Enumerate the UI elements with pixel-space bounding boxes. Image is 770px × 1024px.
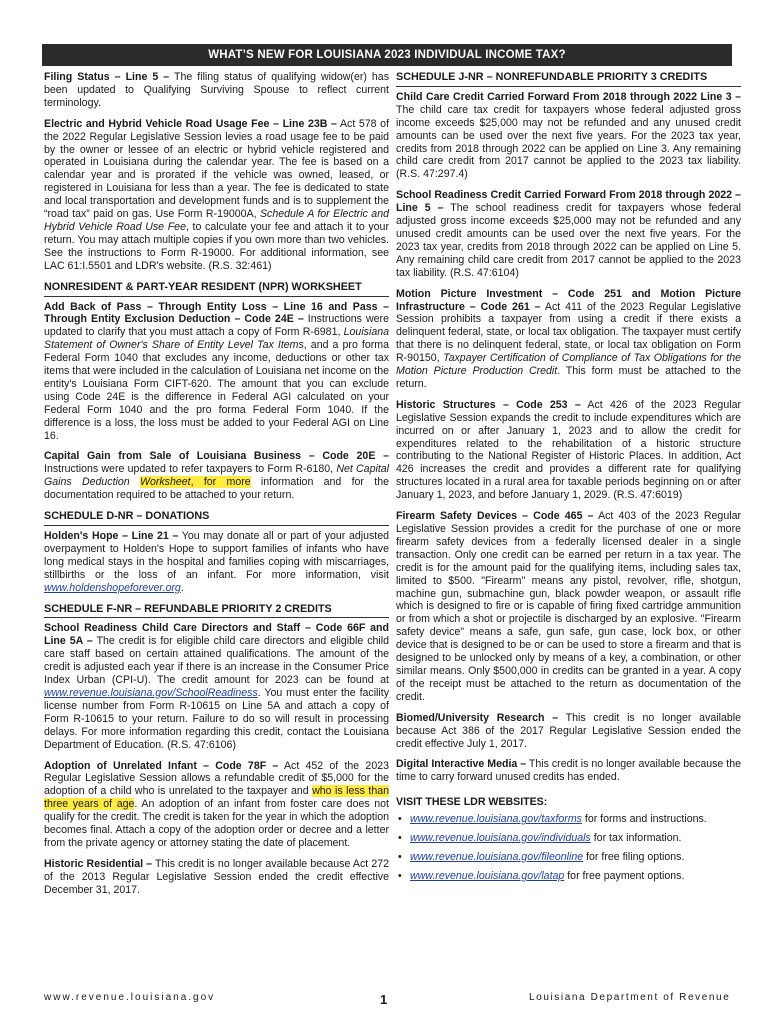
footer-department: Louisiana Department of Revenue (529, 992, 731, 1003)
websites-list (396, 813, 741, 883)
historic-residential-paragraph (44, 858, 389, 897)
motion-picture-paragraph (396, 288, 741, 391)
road-fee-text-2: , to calculate your fee and attach it to your return. You may attach multiple copies if you own more than two vehicles. See the instructions to Form R-19000. For additional information, see LAC 61:I.5501 and LDR's website. (R.S. 32:461) (44, 220, 389, 272)
child-care-cf-paragraph (396, 91, 741, 181)
donations-heading: SCHEDULE D-NR – DONATIONS (44, 510, 389, 526)
biomedical-title: Biomed/University Research – (396, 711, 559, 724)
road-fee-paragraph (44, 118, 389, 273)
capital-gain-paragraph (44, 450, 389, 502)
adoption-highlight: who is less than three years of age (44, 785, 390, 811)
footer-website: www.revenue.louisiana.gov (44, 992, 216, 1003)
list-item (410, 851, 741, 864)
page-header: WHAT’S NEW FOR LOUISIANA 2023 INDIVIDUAL INCOME TAX? (42, 44, 732, 66)
child-care-cf-text: The child care tax credit for taxpayers whose federal adjusted gross income exceeds $25,000 may not be refunded and any unused credit amounts can be used over the next five years. For the 2023 tax year, credits from 2018 through 2022 can be applied on Line 3. Any remaining child care credit from 2017 cannot be applied to the 2023 tax liability. (R.S. 47:297.4) (396, 103, 741, 181)
digital-media-text: This credit is no longer available because the time to carry forward unused credits has ended. (396, 758, 741, 784)
filing-status-text: The filing status of qualifying widow(er) has been updated to Qualifying Surviving Spouse to reflect current terminology. (44, 71, 389, 109)
adoption-title: Adoption of Unrelated Infant – Code 78F – (44, 759, 279, 772)
website-description: for forms and instructions. (581, 813, 707, 826)
road-fee-text-1: Act 578 of the 2022 Regular Legislative Session levies a road usage fee to be paid by the owner or lessee of an electric or hybrid vehicle registered and operated in Louisiana during the calendar year. The fee is based on a calendar year and is prorated if the vehicle was owned, leased, or registered in Louisiana for less than a year. The fee is dedicated to state and local transportation and development funds and is to supplement the “road tax” paid on gas. Use Form R-19000A, (44, 117, 390, 221)
school-readiness-cf-text: The school readiness credit for taxpayers whose federal adjusted gross income exceeds $25,000 may not be refunded and any unused credit amounts can be used over the next five years. For the 2023 tax year, credits from 2018 through 2022 can be applied on Line 5. Any remaining child care credit from 2017 cannot be applied to the 2023 tax liability. (R.S. 47:6104) (396, 202, 741, 279)
holdens-hope-end: . (180, 581, 184, 594)
latap-link[interactable]: www.revenue.louisiana.gov/latap (410, 869, 565, 882)
website-description: for free payment options. (564, 869, 685, 882)
historic-structures-text: Act 426 of the 2023 Regular Legislative Session expands the credit to include expenditures which are incurred on or after January 1, 2023 and to allow the credit for expenditures related to the rehabilitation of a historic structure contributing to the National Register of Historic Places. In addition, Act 426 increases the credit and provides a different rate for qualifying structures located in a rural area for taxable periods beginning on or after January 1, 2023, and before January 1, 2029. (R.S. 47:6019) (396, 398, 741, 502)
motion-picture-title: Motion Picture Investment – Code 251 and Motion Picture Infrastructure – Code 261 – (396, 287, 741, 313)
add-back-form-title: Louisiana Statement of Owner's Share of Entity Level Tax Items (44, 326, 389, 352)
biomedical-paragraph (396, 712, 741, 751)
holdens-hope-text: You may donate all or part of your adjusted overpayment to Holden's Hope to support families of infants who have long medical stays in the hospital and families coping with miscarriages, stillbirths or the loss of an infant. For more information, visit (44, 530, 390, 581)
website-description: for tax information. (590, 832, 682, 845)
add-back-paragraph (44, 301, 389, 443)
digital-media-paragraph (396, 758, 741, 784)
historic-structures-paragraph (396, 399, 741, 502)
holdens-hope-link[interactable]: www.holdenshopeforever.org (44, 581, 181, 594)
biomedical-text: This credit is no longer available because Act 386 of the 2017 Regular Legislative Session ended the credit effective July 1, 2017. (396, 711, 741, 750)
page-number: 1 (380, 992, 388, 1007)
left-column (44, 71, 389, 905)
historic-structures-title: Historic Structures – Code 253 – (396, 398, 581, 411)
capital-gain-highlight-worksheet: Worksheet (139, 476, 191, 489)
taxforms-link[interactable]: www.revenue.louisiana.gov/taxforms (410, 813, 582, 826)
school-readiness-link[interactable]: www.revenue.louisiana.gov/SchoolReadiness (44, 686, 258, 699)
holdens-hope-title: Holden's Hope – Line 21 – (44, 530, 179, 542)
school-readiness-directors-paragraph (44, 622, 389, 751)
historic-residential-text: This credit is no longer available because Act 272 of the 2013 Regular Legislative Session ended the credit effective December 31, 2017. (44, 857, 389, 896)
list-item (410, 813, 741, 826)
school-readiness-directors-text-1: The credit is for eligible child care directors and eligible child care staff based on certain attained qualifications. The amount of the credit is adjusted each year if there is an increase in the Consumer Price Index Urban (CPI-U). The credit amount for 2023 can be found at (44, 635, 389, 687)
adoption-text-2: . An adoption of an infant from foster care does not qualify for the credit. The credit is taken for the year in which the adoption becomes final. Attach a copy of the adoption order or decree and a letter from the private agency or attorney stating the date of placement. (44, 798, 389, 849)
capital-gain-highlight-text: , for more (190, 476, 251, 489)
nonrefundable-credits-heading: SCHEDULE J-NR – NONREFUNDABLE PRIORITY 3 CREDITS (396, 71, 741, 87)
list-item (410, 870, 741, 883)
individuals-link[interactable]: www.revenue.louisiana.gov/individuals (410, 832, 591, 845)
road-fee-title: Electric and Hybrid Vehicle Road Usage Fee – Line 23B – (44, 117, 337, 130)
adoption-text-1: Act 452 of the 2023 Regular Legislative Session allows a refundable credit of $5,000 for the adoption of a child who is unrelated to the taxpayer and (44, 759, 389, 798)
add-back-text-1: Instructions were updated to clarify that you must attach a copy of Form R-6981, (44, 313, 389, 339)
school-readiness-directors-text-2: . You must enter the facility license number from Form R-10615 on Line 5A and attach a copy of Form R-10615 to your return. Failure to do so will result in processing delays. For more information regarding this credit, contact the Louisiana Department of Education. (R.S. 47:6106) (44, 686, 389, 751)
npr-worksheet-heading: NONRESIDENT & PART-YEAR RESIDENT (NPR) WORKSHEET (44, 281, 389, 297)
fileonline-link[interactable]: www.revenue.louisiana.gov/fileonline (410, 850, 584, 863)
motion-picture-text-1: Act 411 of the 2023 Regular Legislative Session prohibits a taxpayer from using a credit if there exists a delinquent federal, state, or local tax obligation. The taxpayer must certify that there is no delinquent federal, state, or local tax obligation on Form R-90150, (396, 300, 741, 365)
school-readiness-cf-title: School Readiness Credit Carried Forward From 2018 through 2022 – Line 5 – (396, 189, 741, 215)
add-back-title: Add Back of Pass – Through Entity Loss – Line 16 and Pass – Through Entity Exclusion Deduction – Code 24E – (44, 300, 389, 326)
motion-picture-form-title: Taxpayer Certification of Compliance of Tax Obligations for the Motion Picture Production Credit (396, 352, 741, 378)
digital-media-title: Digital Interactive Media – (396, 758, 527, 771)
capital-gain-form-title: Net Capital Gains Deduction (44, 463, 390, 489)
firearm-text: Act 403 of the 2023 Regular Legislative Session provides a credit for the purchase of one or more firearm safety devices from a federally licensed dealer in a single transaction. Only one credit can be earned per return in a tax year. The credit is for the amount paid for the qualifying items, including sales tax, limited to $500. "Firearm" means any pistol, revolver, rifle, shotgun, machine gun, submachine gun, black powder weapon, or assault rifle which is designed to fire or is capable of firing fixed cartridge ammunition or from which a shot or projectile is discharged by an explosive. "Firearm safety device" means a safe, gun safe, gun case, lock box, or other device that is designed to be or can be used to store a firearm and that is designed to be unlocked only by means of a key, a combination, or other similar means. Only $500,000 in credits can be granted in a year. A copy of the receipt must be attached to the return as documentation of the credit. (396, 510, 741, 703)
firearm-title: Firearm Safety Devices – Code 465 – (396, 510, 594, 523)
list-item (410, 832, 741, 845)
visit-websites-heading: VISIT THESE LDR WEBSITES: (396, 796, 548, 809)
capital-gain-text-1: Instructions were updated to refer taxpayers to Form R-6180, (44, 463, 337, 476)
motion-picture-text-2: . This form must be attached to the return. (396, 365, 741, 390)
website-description: for free filing options. (583, 850, 685, 863)
filing-status-title: Filing Status – Line 5 – (44, 71, 170, 83)
school-readiness-directors-title: School Readiness Child Care Directors and Staff – Code 66F and Line 5A – (44, 622, 389, 648)
add-back-text-2: , and a pro forma Federal Form 1040 that excludes any income, deductions or other tax items that were included in the calculation of Louisiana net income on the entity's Louisiana Form CIFT-620. The amount that you can exclude using Code 24E is the difference in Federal AGI calculated on your Federal Form 1040 and the pro forma Federal Form 1040. If the difference is a loss, the loss must be added to your Federal AGI on Line 16. (44, 339, 389, 442)
holdens-hope-paragraph (44, 530, 389, 595)
historic-residential-title: Historic Residential – (44, 857, 153, 870)
adoption-paragraph (44, 760, 389, 850)
firearm-paragraph (396, 510, 741, 704)
road-fee-form-title: Schedule A for Electric and Hybrid Vehicle Road Use Fee (44, 208, 389, 233)
right-column (396, 71, 741, 889)
school-readiness-cf-paragraph (396, 189, 741, 279)
child-care-cf-title: Child Care Credit Carried Forward From 2018 through 2022 Line 3 – (396, 90, 741, 103)
capital-gain-title: Capital Gain from Sale of Louisiana Business – Code 20E – (44, 450, 389, 463)
capital-gain-text-2: information and for the documentation required to be attached to your return. (44, 476, 389, 502)
refundable-credits-heading: SCHEDULE F-NR – REFUNDABLE PRIORITY 2 CREDITS (44, 603, 389, 619)
filing-status-paragraph (44, 71, 389, 110)
